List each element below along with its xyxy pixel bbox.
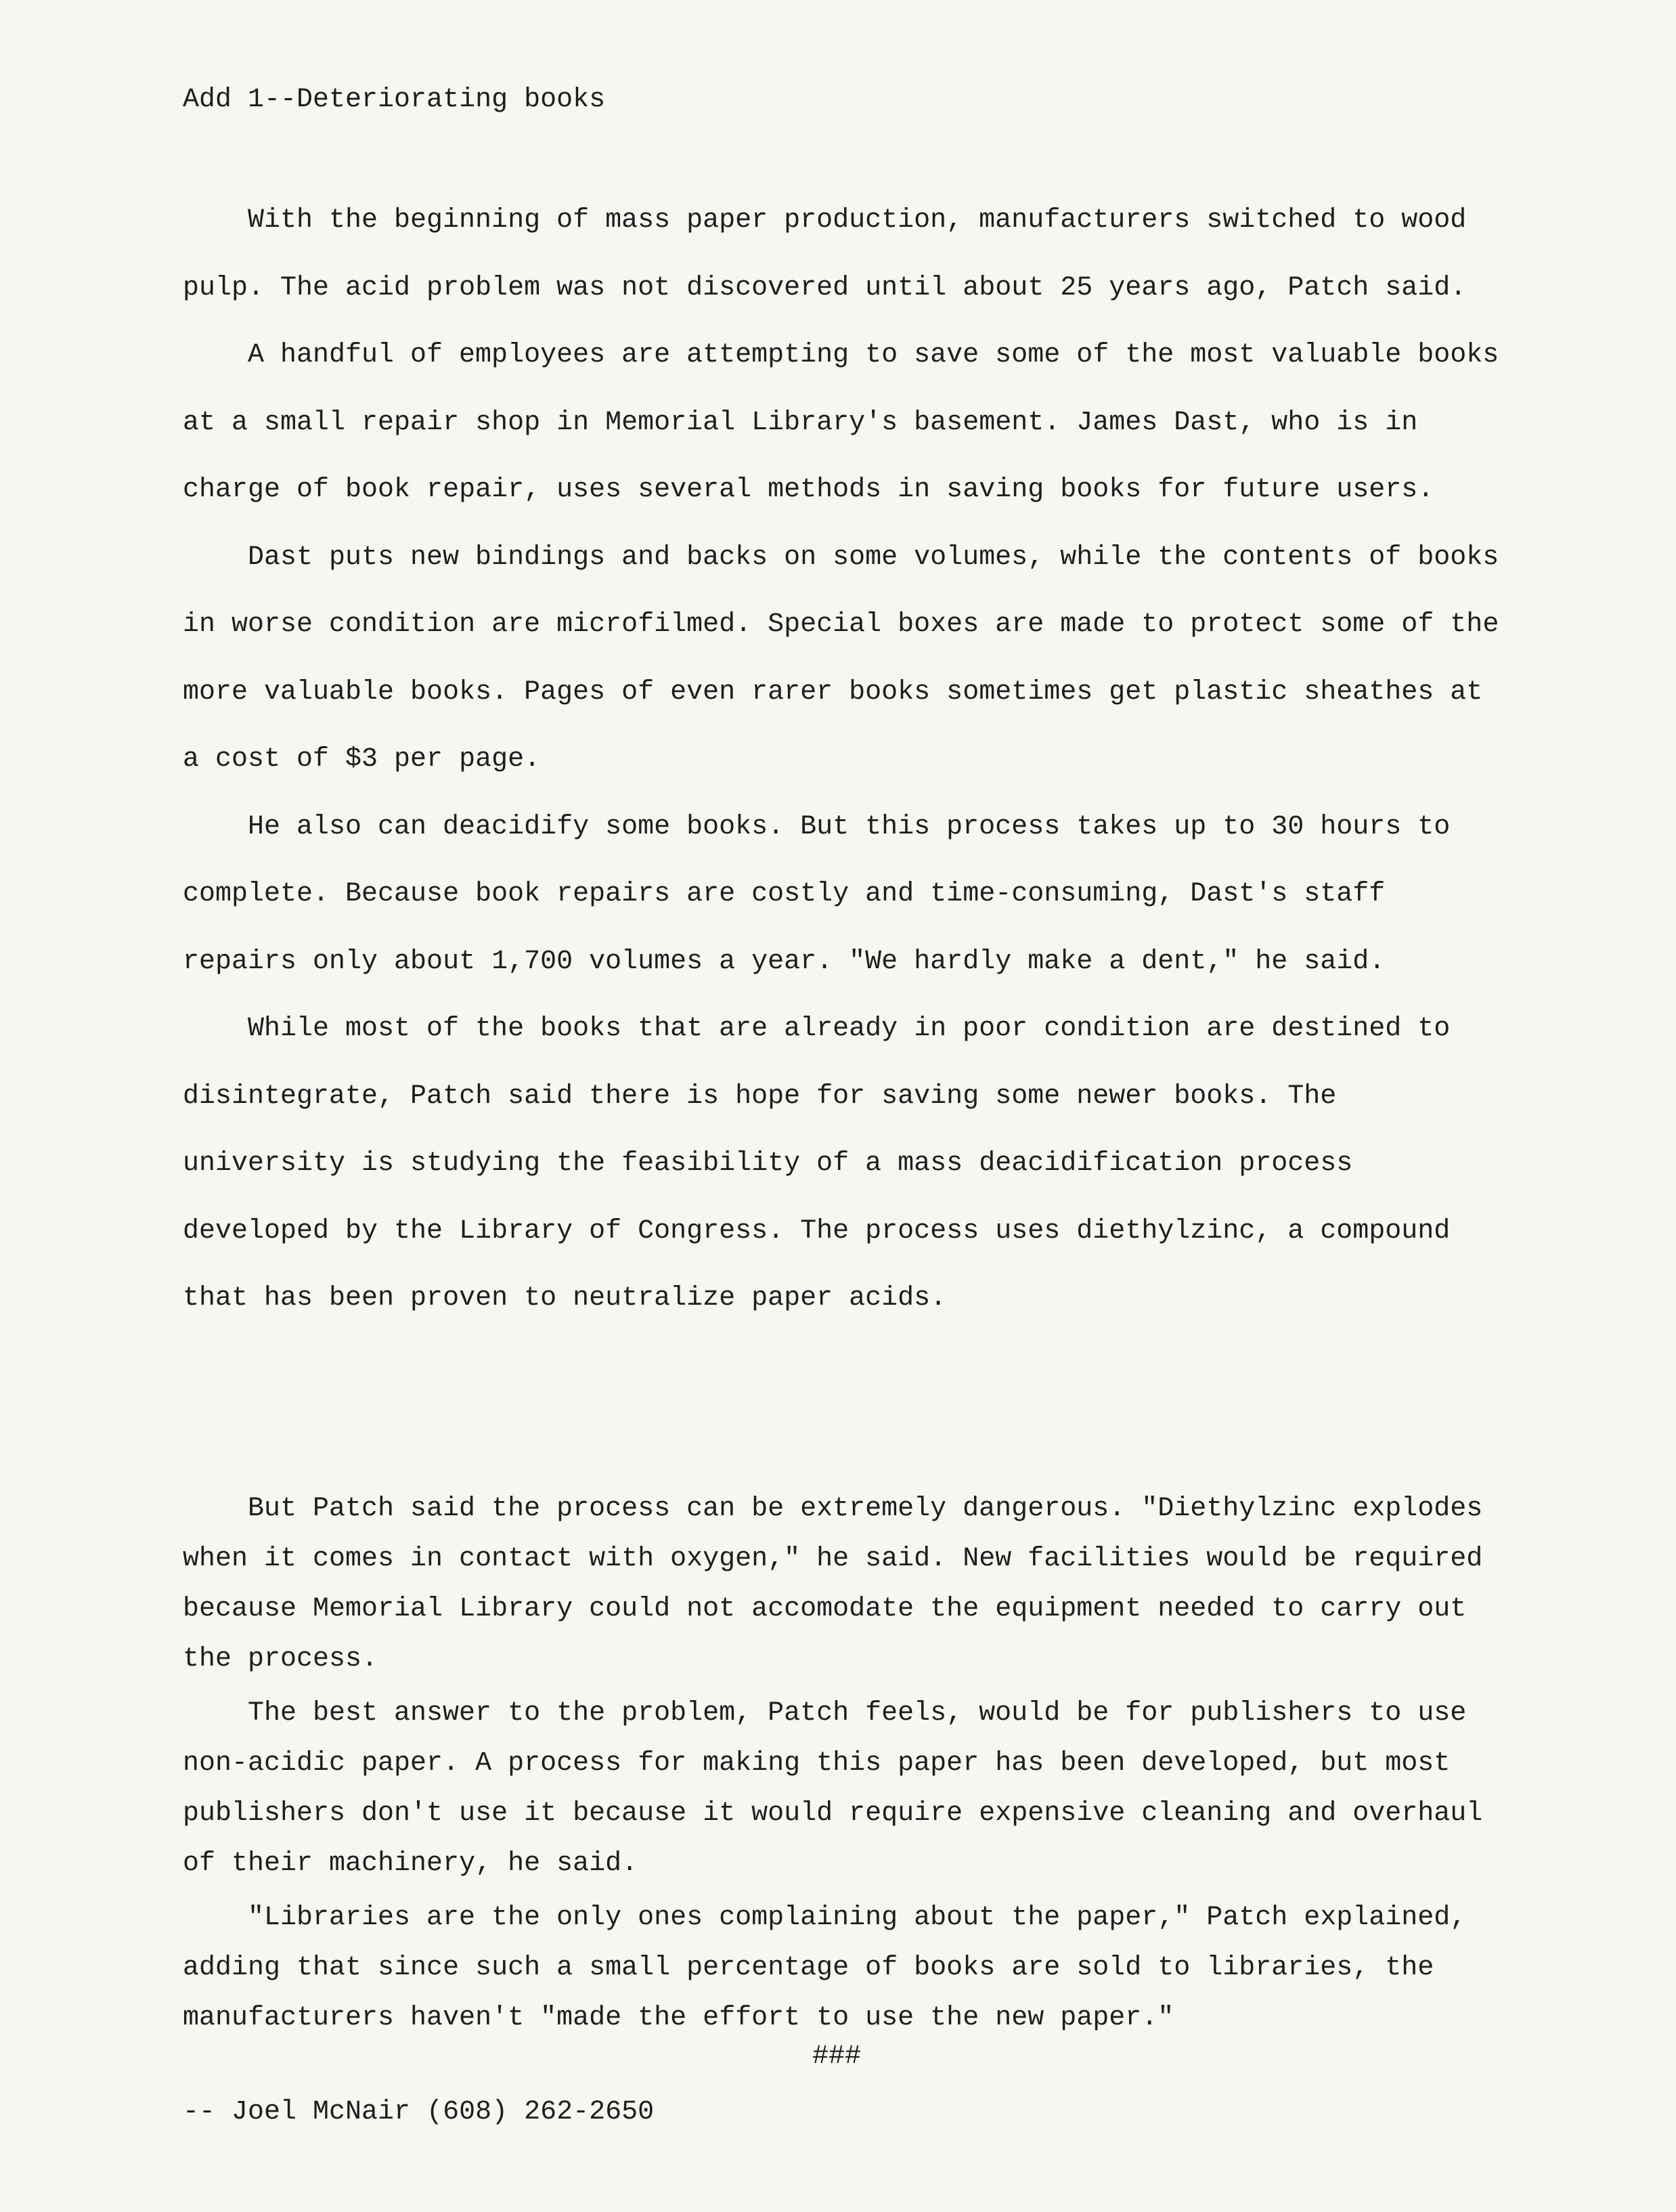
end-mark: ### [812, 2041, 862, 2072]
page-header: Add 1--Deteriorating books [183, 85, 606, 115]
paragraph: He also can deacidify some books. But this process takes up to 30 hours to complete. Because book repairs are costly and time-consuming, Dast's staff repairs only about 1,700 volumes a year. "We hardly make a dent," he said. [183, 811, 1451, 977]
paragraph: While most of the books that are already in poor condition are destined to disintegrate, Patch said there is hope for saving some newer books. The university is studying the feasibility of a mass deacidification process developed by the Library of Congress. The process uses diethylzinc, a compound that has been proven to neutralize paper acids. [183, 1014, 1451, 1314]
paragraph: With the beginning of mass paper production, manufacturers switched to wood pulp. The acid problem was not discovered until about 25 years ago, Patch said. [183, 205, 1467, 303]
paragraph: A handful of employees are attempting to save some of the most valuable books at a small repair shop in Memorial Library's basement. James Dast, who is in charge of book repair, uses several methods in saving books for future users. [183, 340, 1499, 505]
paragraph: The best answer to the problem, Patch feels, would be for publishers to use non-acidic paper. A process for making this paper has been developed, but most publishers don't use it because it would require expensive cleaning and overhaul of their machinery, he said. [183, 1698, 1483, 1879]
article-body-lower [183, 1484, 1509, 2047]
paragraph: Dast puts new bindings and backs on some volumes, while the contents of books in worse condition are microfilmed. Special boxes are made to protect some of the more valuable books. Pages of even rarer books sometimes get plastic sheathes at a cost of $3 per page. [183, 542, 1499, 775]
paragraph: "Libraries are the only ones complaining about the paper," Patch explained, adding that since such a small percentage of books are sold to libraries, the manufacturers haven't "made the effort to use the new paper." [183, 1903, 1467, 2033]
article-body-upper [183, 187, 1509, 1332]
author-contact: -- Joel McNair (608) 262-2650 [183, 2097, 655, 2127]
paragraph: But Patch said the process can be extremely dangerous. "Diethylzinc explodes when it comes in contact with oxygen," he said. New facilities would be required because Memorial Library could not accomodate the equipment needed to carry out the process. [183, 1494, 1483, 1674]
